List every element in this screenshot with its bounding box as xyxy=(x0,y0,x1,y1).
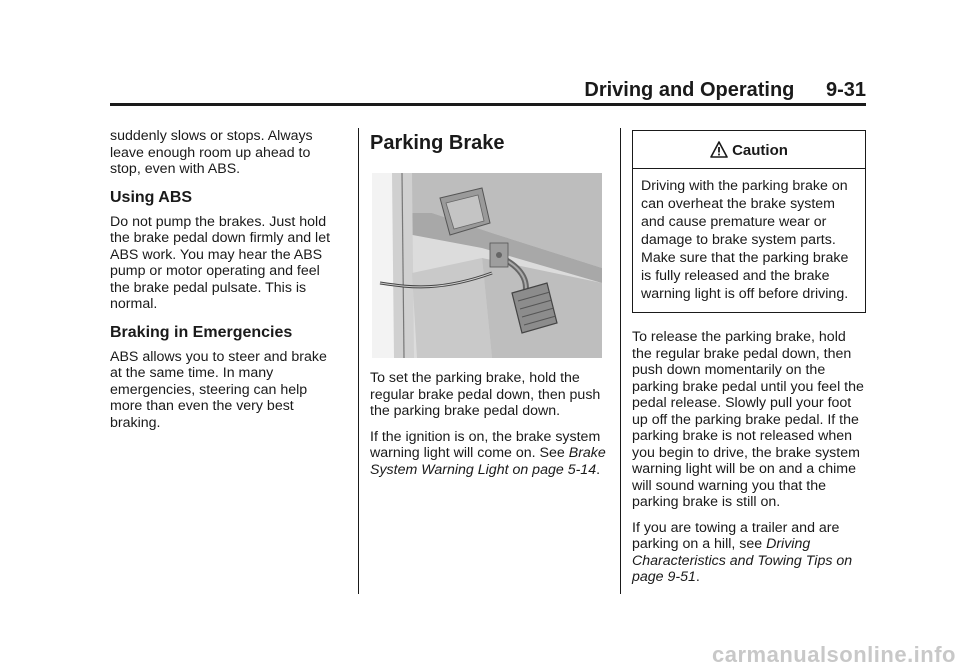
ignition-warning-text xyxy=(370,429,606,479)
page-header xyxy=(110,78,866,102)
towing-tips-link[interactable]: Driving Characteristics and Towing Tips on page 9-51 xyxy=(632,536,853,585)
using-abs-text: Do not pump the brakes. Just hold the brake pedal down firmly and let ABS work. You may hear the ABS pump or motor operating and feel the brake pedal pulsate. This is normal. xyxy=(110,213,331,312)
column-left xyxy=(110,128,338,440)
caution-box xyxy=(632,130,866,313)
column-middle xyxy=(370,128,606,487)
parking-brake-heading: Parking Brake xyxy=(370,132,505,154)
page-number: 9-31 xyxy=(825,79,866,101)
towing-text xyxy=(632,520,866,586)
set-parking-brake-text: To set the parking brake, hold the regular brake pedal down, then push the parking brake pedal down. xyxy=(370,370,601,419)
column-right xyxy=(632,128,866,595)
ignition-warning-lead: If the ignition is on, the brake system warning light will come on. See xyxy=(370,428,601,461)
towing-end: . xyxy=(695,569,700,585)
header-rule xyxy=(110,103,866,106)
section-title: Driving and Operating xyxy=(584,79,795,101)
parking-brake-pedal-illustration xyxy=(372,173,602,358)
column-divider-2 xyxy=(620,128,621,594)
caution-text: Driving with the parking brake on can overheat the brake system and cause premature wear or damage to brake system parts. Make sure that the parking brake is fully released and the brake warning light is off before driving. xyxy=(641,178,849,302)
towing-lead: If you are towing a trailer and are parking on a hill, see xyxy=(632,519,840,552)
column-divider-1 xyxy=(358,128,359,594)
pedal-illustration-svg xyxy=(372,173,602,358)
using-abs-heading: Using ABS xyxy=(110,188,193,206)
intro-paragraph: suddenly slows or stops. Always leave enough room up ahead to stop, even with ABS. xyxy=(110,128,313,177)
release-parking-brake-text: To release the parking brake, hold the regular brake pedal down, then push down momentarily on the parking brake pedal until you feel the pedal release. Slowly pull your foot up off the parking brake pedal. If the parking brake is not released when you begin to drive, the brake system warning light will be on and a chime will sound warning you that the parking brake is still on. xyxy=(632,329,864,510)
emergencies-text: ABS allows you to steer and brake at the same time. In many emergencies, steering can help more than even the very best braking. xyxy=(110,348,327,431)
watermark: carmanualsonline.info xyxy=(712,642,956,667)
emergencies-heading: Braking in Emergencies xyxy=(110,323,293,341)
brake-warning-light-link[interactable]: Brake System Warning Light on page 5-14 xyxy=(370,445,606,478)
ignition-warning-end: . xyxy=(596,461,601,478)
caution-title: Caution xyxy=(732,142,788,159)
caution-triangle-icon xyxy=(710,141,728,158)
caution-header xyxy=(633,131,865,169)
